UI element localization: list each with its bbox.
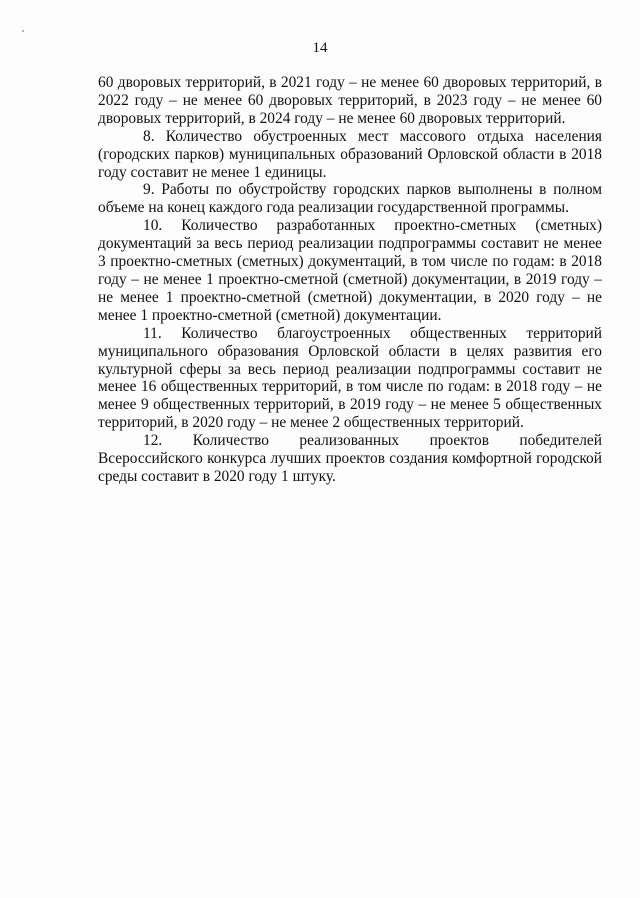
paragraph-item-8: 8. Количество обустроенных мест массового отдыха населения (городских парков) муниципальных образований Орловской области в 2018 году составит не менее 1 единицы. <box>98 127 602 181</box>
paragraph-item-10: 10. Количество разработанных проектно-сметных (сметных) документаций за весь период реализации подпрограммы составит не менее 3 проектно-сметных (сметных) документаций, в том числе по годам: в 2018 году – не менее 1 проектно-сметной (сметной) документации, в 2019 году – не менее 1 проектно-сметной (сметной) документации, в 2020 году – не менее 1 проектно-сметной (сметной) документации. <box>98 217 602 324</box>
paragraph-item-12: 12. Количество реализованных проектов победителей Всероссийского конкурса лучших проектов создания комфортной городской среды составит в 2020 году 1 штуку. <box>98 432 602 485</box>
scan-speck <box>22 30 24 32</box>
page-number: 14 <box>312 40 328 56</box>
paragraph-item-9: 9. Работы по обустройству городских парков выполнены в полном объеме на конец каждого года реализации государственной программы. <box>98 181 602 217</box>
paragraph-continuation: 60 дворовых территорий, в 2021 году – не менее 60 дворовых территорий, в 2022 году – не менее 60 дворовых территорий, в 2023 году – не менее 60 дворовых территорий, в 2024 году – не менее 60 дворовых территорий. <box>98 74 602 127</box>
paragraph-item-11: 11. Количество благоустроенных общественных территорий муниципального образования Орловской области в целях развития его культурной сферы за весь период реализации подпрограммы составит не менее 16 общественных территорий, в том числе по годам: в 2018 году – не менее 9 общественных территорий, в 2019 году – не менее 5 общественных территорий, в 2020 году – не менее 2 общественных территорий. <box>98 324 602 432</box>
document-body <box>98 74 602 486</box>
